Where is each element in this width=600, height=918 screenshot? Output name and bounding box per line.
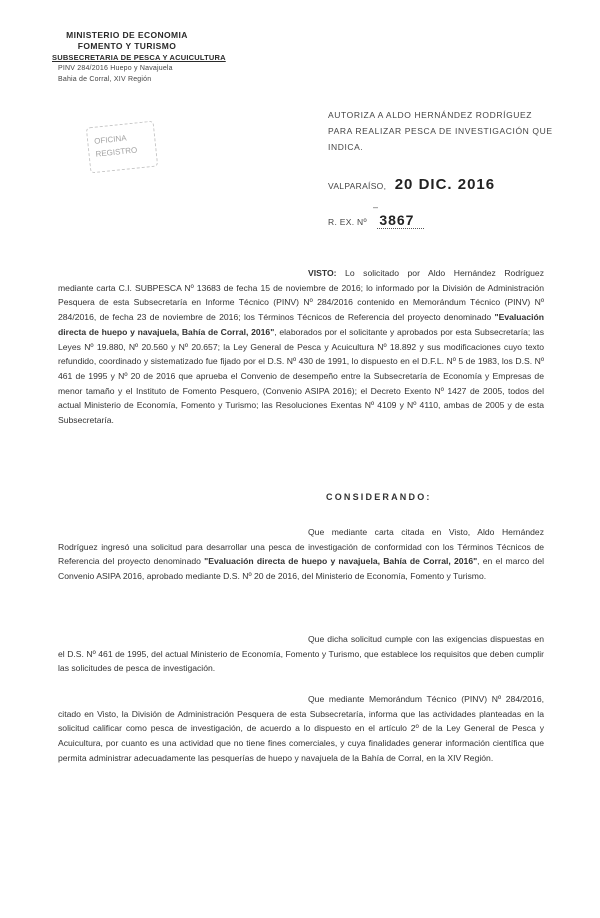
date-stamp: 20 DIC. 2016 bbox=[394, 176, 496, 193]
visto-text-part1: Lo solicitado por Aldo Hernández Rodríguez mediante carta C.I. SUBPESCA Nº 13683 de fecha 15 de noviembre de 2016; lo informado por la División de Administración Pesquera de esta Subsecretaría en Informe Técnico (PINV) Nº 284/2016 contenido en Memorándum Técnico (PINV) Nº 284/2016, de fecha 23 de noviembre de 2016; los Términos Técnicos de Referencia del proyecto denominado bbox=[58, 268, 544, 323]
stamp-text-line2: REGISTRO bbox=[95, 145, 138, 159]
date-line bbox=[328, 176, 495, 194]
visto-label: VISTO: bbox=[308, 268, 337, 278]
resolution-number-line bbox=[328, 212, 424, 230]
ministry-name-line2: FOMENTO Y TURISMO bbox=[77, 41, 177, 51]
date-mark: – bbox=[373, 202, 379, 212]
unit-name: SUBSECRETARIA DE PESCA Y ACUICULTURA bbox=[52, 53, 226, 62]
ministry-name-line1: MINISTERIO DE ECONOMIA bbox=[66, 30, 188, 40]
considerando-paragraph-3 bbox=[58, 692, 544, 766]
considerando-paragraph-2 bbox=[58, 632, 544, 676]
office-stamp bbox=[86, 121, 158, 174]
resolution-label: R. EX. Nº bbox=[328, 217, 367, 227]
resolution-number: 3867 bbox=[377, 212, 424, 229]
visto-project-name: "Evaluación directa de huepo y navajuela, Bahía de Corral, 2016" bbox=[58, 312, 544, 337]
document-place: Bahia de Corral, XIV Región bbox=[58, 76, 152, 83]
stamp-text-line1: OFICINA bbox=[93, 133, 128, 146]
letterhead bbox=[52, 30, 262, 85]
considerando-heading: CONSIDERANDO: bbox=[326, 492, 432, 502]
c1-text-part1: Que mediante carta citada en Visto, Aldo Hernández Rodríguez ingresó una solicitud para desarrollar una pesca de investigación de conformidad con los Términos Técnicos de Referencia del proyecto denominado bbox=[58, 527, 544, 567]
visto-text-part2: , elaborados por el solicitante y aprobados por esta Subsecretaría; las Leyes Nº 19.880, Nº 20.560 y Nº 20.657; la Ley General de Pesca y Acuicultura Nº 18.892 y sus modificaciones cuyo texto refundido, coordinado y sistematizado fue fijado por el D.S. Nº 430 de 1991, lo dispuesto en el D.F.L. Nº 5 de 1983, los D.S. Nº 461 de 1995 y Nº 20 de 2016 que aprueba el Convenio de desempeño entre la Subsecretaría de Economía y Empresas de menor tamaño y el Instituto de Fomento Pesquero, (Convenio ASIPA 2016); el Decreto Exento Nº 1427 de 2005, todos del actual Ministerio de Economía, Fomento y Turismo; las Resoluciones Exentas Nº 4109 y Nº 4110, ambas de 2005 y de esta Subsecretaría. bbox=[58, 326, 545, 426]
visto-paragraph bbox=[58, 266, 544, 428]
considerando-paragraph-1 bbox=[58, 525, 544, 584]
date-city: VALPARAÍSO, bbox=[328, 181, 387, 191]
c2-text: Que dicha solicitud cumple con las exigencias dispuestas en el D.S. Nº 461 de 1995, del actual Ministerio de Economía, Fomento y Turismo, que establece los requisitos que deben cumplir las solicitudes de pesca de investigación. bbox=[58, 634, 544, 674]
resolution-subject: AUTORIZA A ALDO HERNÁNDEZ RODRÍGUEZ PARA REALIZAR PESCA DE INVESTIGACIÓN QUE INDICA. bbox=[328, 110, 553, 152]
c1-project-name: "Evaluación directa de huepo y navajuela, Bahía de Corral, 2016" bbox=[204, 556, 478, 567]
c3-text: Que mediante Memorándum Técnico (PINV) Nº 284/2016, citado en Visto, la División de Administración Pesquera de esta Subsecretaría, informa que las actividades planteadas en la solicitud calificar como pesca de investigación, de acuerdo a lo dispuesto en el artículo 2º de la Ley General de Pesca y Acuicultura, por cuanto es una actividad que no tiene fines comerciales, y cuya finalidades generar información científica que permita administrar adecuadamente las pesquerías de huepo y navajuela de la Bahía de Corral, en la XIV Región. bbox=[58, 694, 544, 763]
document-reference: PINV 284/2016 Huepo y Navajuela bbox=[58, 65, 173, 72]
c1-text-part2: , en el marco del Convenio ASIPA 2016, aprobado mediante D.S. Nº 20 de 2016, del Ministerio de Economía, Fomento y Turismo. bbox=[58, 556, 545, 582]
